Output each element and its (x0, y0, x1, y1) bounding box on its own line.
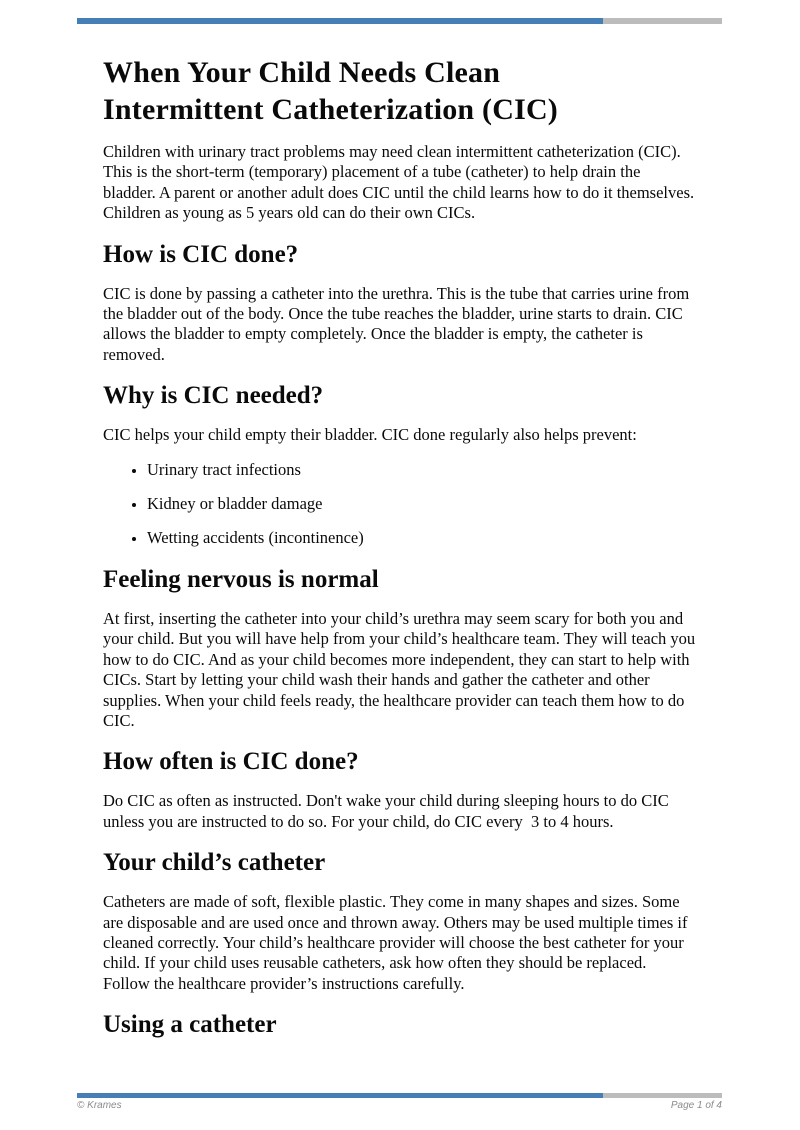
footer-copyright: © Krames (77, 1100, 122, 1111)
intro-paragraph: Children with urinary tract problems may need clean intermittent catheterization (CIC). This is the short-term (temporary) placement of a tube (catheter) to help drain the bladder. A parent or another adult does CIC until the child learns how to do it themselves. Children as young as 5 years old can do their own CICs. (103, 142, 699, 223)
document-body (103, 0, 700, 1040)
page-footer (77, 1100, 722, 1111)
section-heading: Your child’s catheter (103, 849, 326, 877)
section-heading: How is CIC done? (103, 240, 299, 268)
page-title: When Your Child Needs Clean Intermittent Catheterization (CIC) (103, 56, 558, 126)
section-paragraph: Do CIC as often as instructed. Don't wake your child during sleeping hours to do CIC unless you are instructed to do so. For your child, do CIC every 3 to 4 hours. (103, 791, 673, 831)
footer-accent-bar-gray-segment (603, 1093, 722, 1098)
section-heading: How often is CIC done? (103, 748, 359, 776)
section-paragraph: At first, inserting the catheter into your child’s urethra may seem scary for both you and your child. But you will have help from your child’s healthcare team. They will teach you how to do CIC. And as your child becomes more independent, they can start to help with CICs. Start by letting your child wash their hands and gather the catheter and other supplies. When your child feels ready, the healthcare provider can teach them how to do CIC. (103, 608, 700, 730)
section-heading: Using a catheter (103, 1011, 277, 1039)
footer-accent-bar-blue-segment (77, 1093, 603, 1098)
footer-page-number: Page 1 of 4 (670, 1100, 722, 1111)
section-heading: Why is CIC needed? (103, 382, 324, 410)
bullet-item: • Wetting accidents (incontinence) (147, 528, 696, 548)
section-paragraph: CIC helps your child empty their bladder. CIC done regularly also helps prevent: (103, 425, 637, 445)
section-paragraph: Catheters are made of soft, flexible plastic. They come in many shapes and sizes. Some are disposable and are used once and thrown away. Others may be used multiple times if cleaned correctly. Your child’s healthcare provider will choose the best catheter for your child. If your child uses reusable catheters, ask how often they should be replaced. Follow the healthcare provider’s instructions carefully. (103, 892, 692, 993)
section-heading: Feeling nervous is normal (103, 565, 379, 593)
bullet-list (103, 460, 696, 549)
bullet-item: • Urinary tract infections (147, 460, 696, 480)
sections-container (103, 240, 700, 1041)
section-paragraph: CIC is done by passing a catheter into the urethra. This is the tube that carries urine from the bladder out of the body. Once the tube reaches the bladder, urine starts to drain. CIC allows the bladder to empty completely. Once the bladder is empty, the catheter is removed. (103, 283, 694, 364)
bullet-item: • Kidney or bladder damage (147, 494, 696, 514)
footer-accent-bar (77, 1093, 722, 1098)
